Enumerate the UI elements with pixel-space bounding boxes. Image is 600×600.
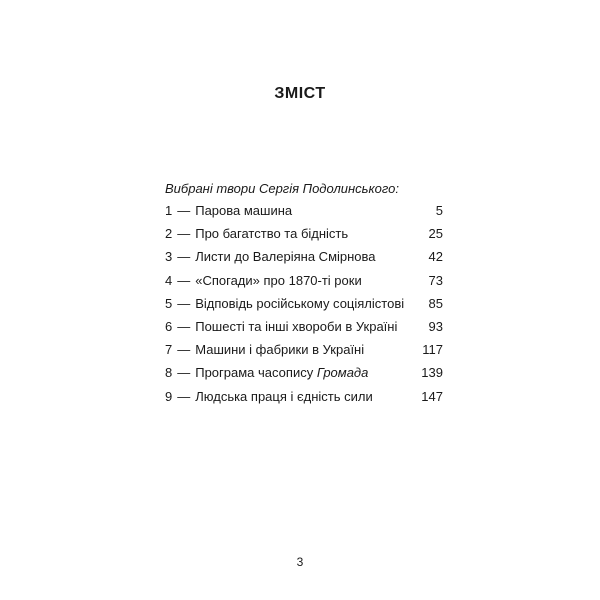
toc-entry-number: 5: [165, 295, 173, 311]
toc-entry: [165, 203, 443, 226]
toc-entry-number: 3: [165, 249, 173, 265]
toc-entry: [165, 342, 443, 365]
toc-entry-page: 139: [421, 365, 443, 381]
page-title: ЗМІСТ: [274, 85, 326, 102]
table-of-contents: [165, 203, 443, 412]
toc-entry-dash: —: [177, 342, 191, 358]
toc-entry-title: Відповідь російському соціялістові: [195, 295, 405, 311]
toc-entry: [165, 249, 443, 272]
toc-entry-number: 8: [165, 365, 173, 381]
toc-entry: [165, 365, 443, 388]
toc-entry-title: Пошесті та інші хвороби в Україні: [195, 318, 398, 334]
toc-entry-dash: —: [177, 388, 191, 404]
toc-entry-dash: —: [177, 318, 191, 334]
page-number: 3: [296, 555, 304, 569]
toc-entry-dash: —: [177, 226, 191, 242]
toc-entry-title: Про багатство та бідність: [195, 226, 349, 242]
toc-entry-dash: —: [177, 203, 191, 218]
toc-entry-title: Парова машина: [195, 203, 293, 218]
toc-entry-number: 1: [165, 203, 173, 218]
toc-entry-dash: —: [177, 295, 191, 311]
toc-entry-title: Людська праця і єдність сили: [195, 388, 373, 404]
toc-entry-title-text: Програма часопису: [195, 365, 314, 381]
toc-entry-title: Машини і фабрики в Україні: [195, 342, 365, 358]
toc-entry-number: 7: [165, 342, 173, 358]
toc-entry-page: 93: [428, 318, 443, 334]
toc-entry: [165, 319, 443, 342]
toc-entry-page: 73: [428, 272, 443, 288]
toc-entry-title: «Спогади» про 1870-ті роки: [195, 272, 362, 288]
toc-entry-dash: —: [177, 249, 191, 265]
toc-entry-page: 5: [435, 203, 443, 218]
toc-entry-page: 117: [422, 342, 443, 358]
toc-entry-page: 25: [428, 226, 443, 242]
toc-entry-title: [195, 365, 368, 380]
toc-entry-dash: —: [177, 365, 191, 381]
toc-entry: [165, 296, 443, 319]
toc-entry: [165, 273, 443, 296]
toc-entry-number: 9: [165, 388, 173, 404]
toc-entry-title-italic: Громада: [316, 365, 369, 381]
toc-entry-dash: —: [177, 272, 191, 288]
toc-entry: [165, 226, 443, 249]
toc-entry-page: 147: [421, 388, 443, 404]
toc-entry-title: Листи до Валеріяна Смірнова: [195, 249, 376, 265]
toc-entry-number: 4: [165, 272, 173, 288]
toc-entry: [165, 389, 443, 412]
toc-entry-number: 6: [165, 318, 173, 334]
toc-entry-number: 2: [165, 226, 173, 242]
toc-entry-page: 42: [428, 249, 443, 265]
section-title: Вибрані твори Сергія Подолинського:: [165, 181, 399, 196]
toc-entry-page: 85: [428, 295, 443, 311]
